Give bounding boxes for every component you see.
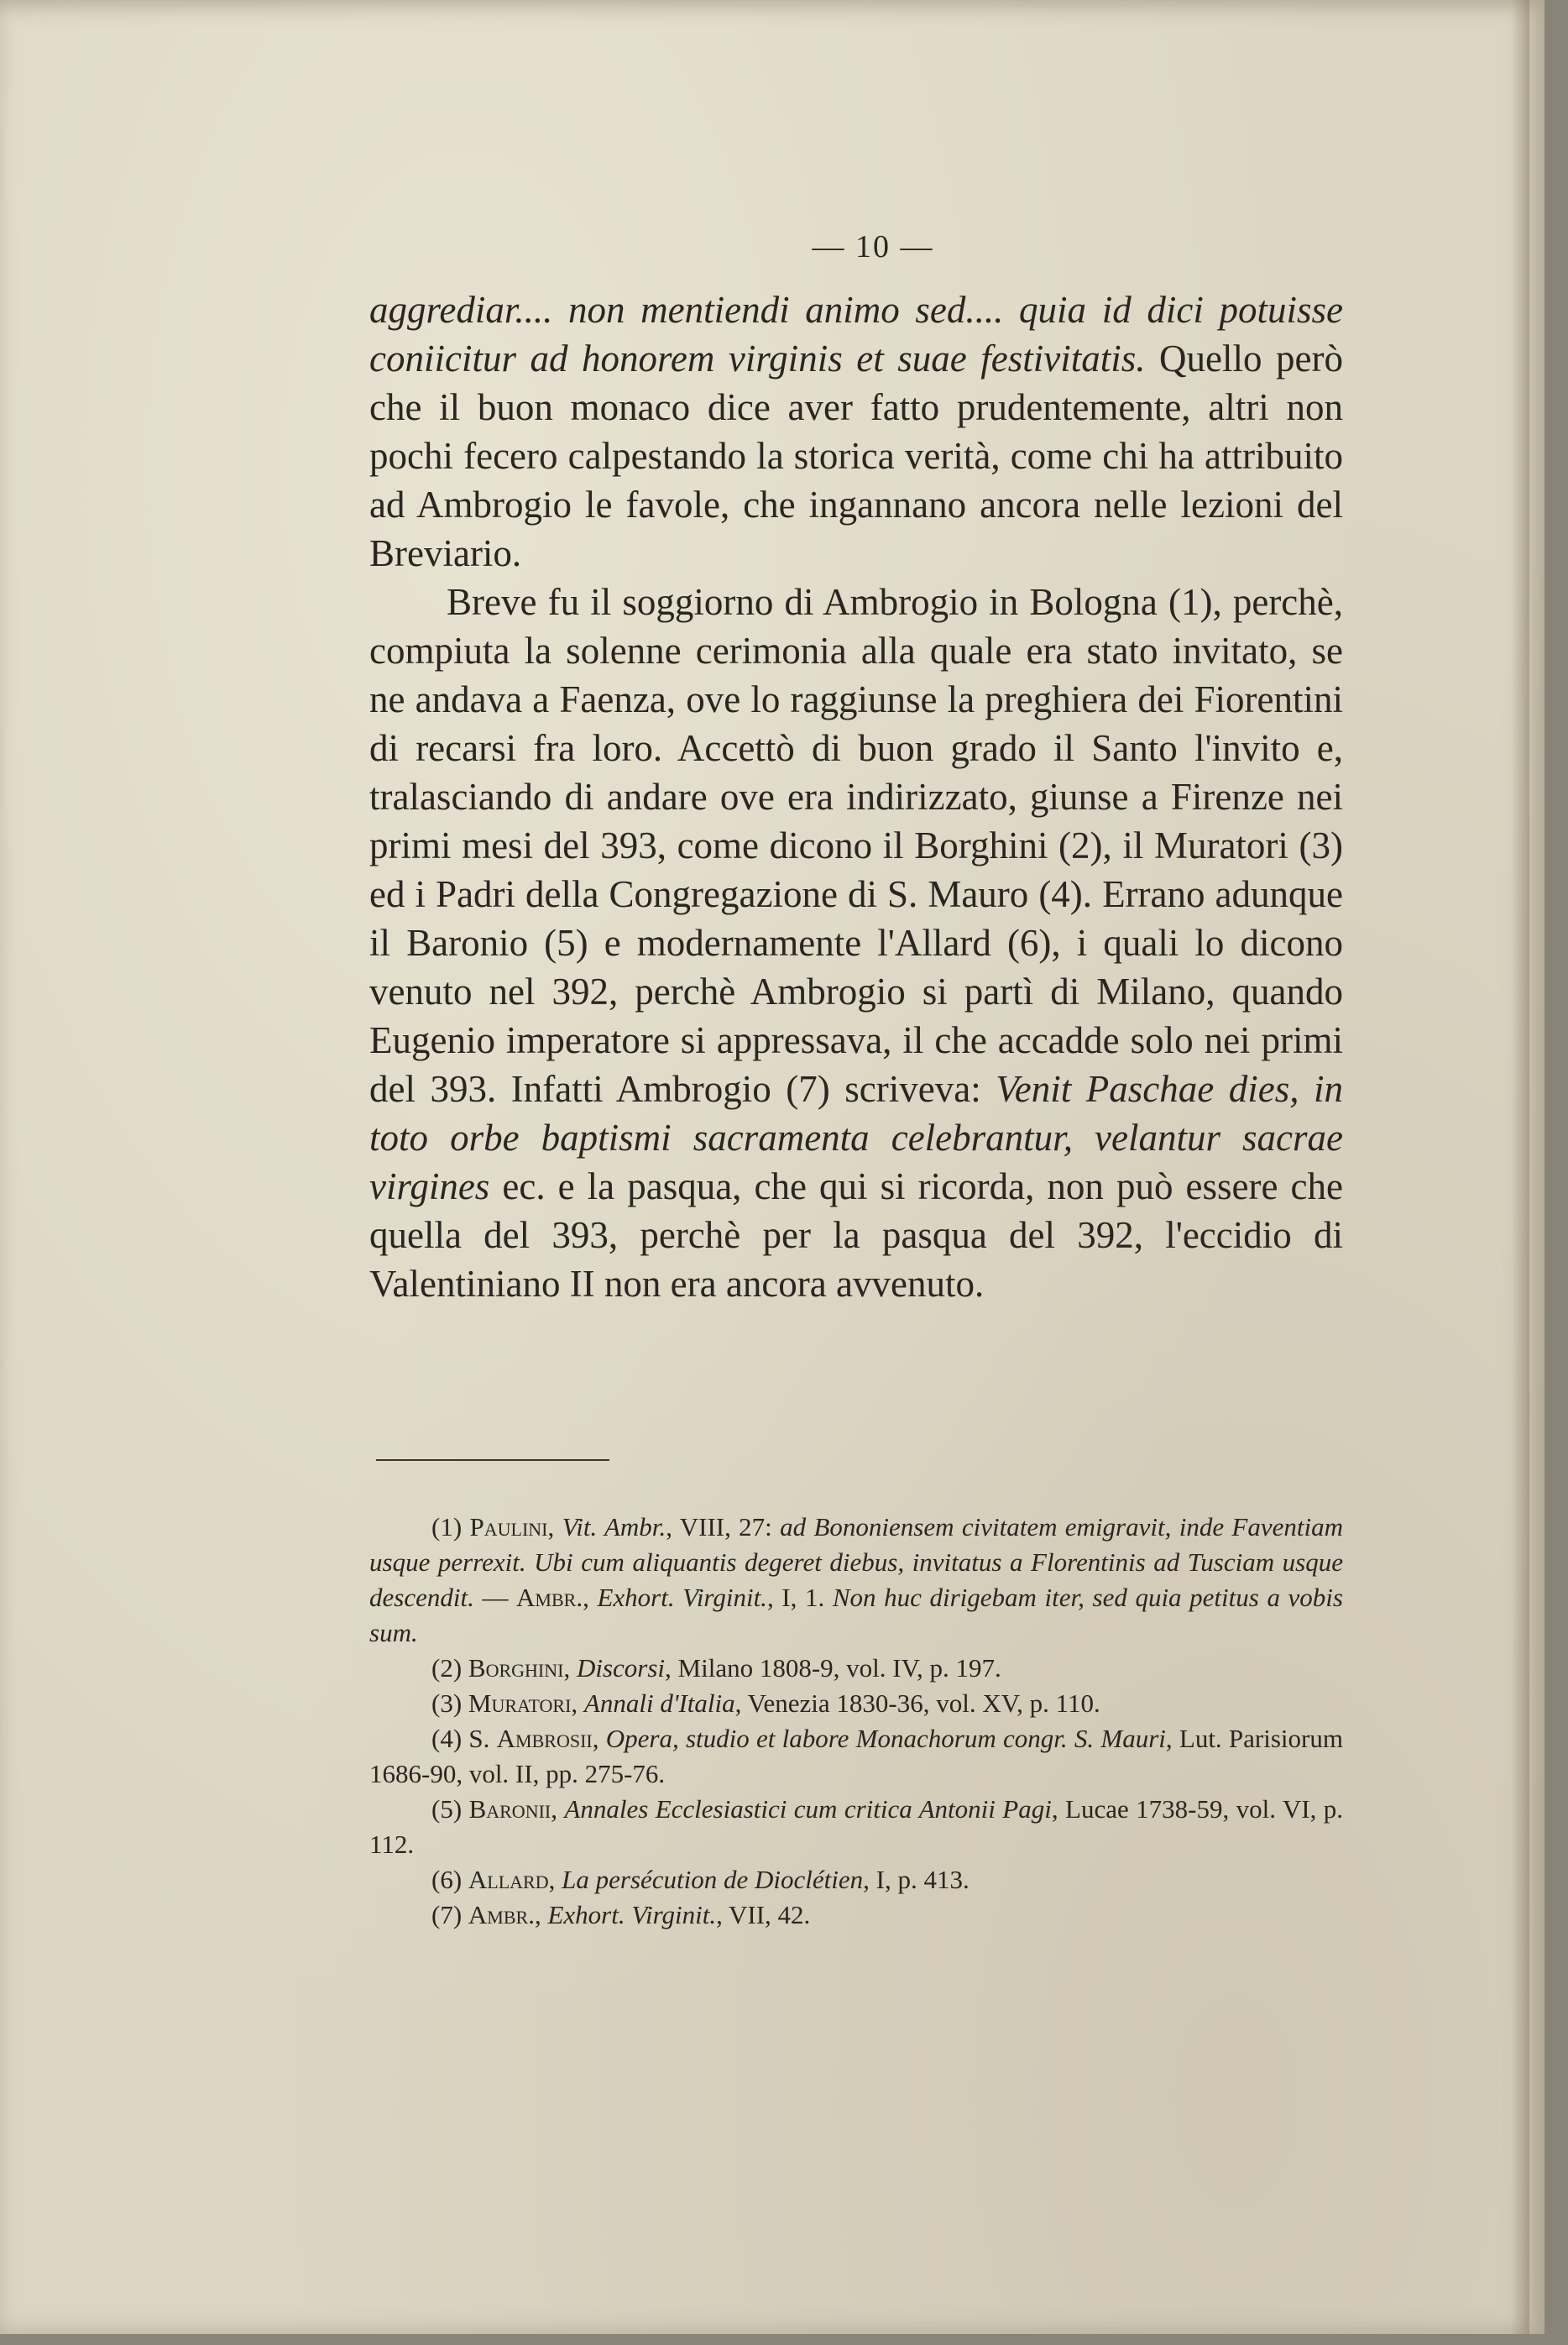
footnote-2 <box>369 1651 1343 1686</box>
footnote-quote: Non huc dirigebam iter, sed quia petitus a vobis sum. <box>369 1583 1343 1647</box>
footnote-1 <box>369 1510 1343 1651</box>
footnote-text: — <box>473 1583 517 1612</box>
footnote-text: , <box>592 1724 606 1753</box>
paragraph-text: ec. e la pasqua, che qui si ricorda, non può essere che quella del 393, perchè per la pasqua del 392, l'eccidio di Valentiniano II non era ancora avvenuto. <box>369 1165 1343 1305</box>
footnote-work: Opera, studio et labore Monachorum congr. S. Mauri <box>605 1724 1166 1753</box>
footnote-text: , Milano 1808-9, vol. IV, p. 197. <box>665 1653 1001 1683</box>
page-number: — 10 — <box>812 229 934 264</box>
footnotes <box>369 1510 1343 1933</box>
paragraph-text: Quello però che il buon monaco dice aver fatto prudentemente, altri non pochi fecero calpestando la storica verità, come chi ha attribuito ad Ambrogio le favole, che ingannano ancora nelle lezioni del Breviario. <box>369 338 1343 574</box>
footnote-text: , Lut. Parisiorum 1686-90, vol. II, pp. 275-76. <box>369 1724 1343 1788</box>
main-text <box>369 285 1343 1308</box>
footnote-4 <box>369 1721 1343 1792</box>
footnote-text: , VIII, 27: <box>666 1512 781 1542</box>
footnote-number: (3) <box>431 1688 468 1718</box>
latin-quote: aggrediar.... non mentiendi animo sed.... quia id dici potuisse coniicitur ad honorem virginis et suae festivitatis. <box>369 289 1343 379</box>
footnote-number: (7) <box>431 1900 468 1929</box>
footnote-author: Muratori <box>468 1688 572 1718</box>
page-edge-shadow <box>1511 0 1529 2334</box>
footnote-author: Paulini <box>469 1512 548 1542</box>
footnote-text: , <box>548 1865 562 1894</box>
footnote-work: Exhort. Virginit. <box>597 1583 767 1612</box>
footnote-text: , I, p. 413. <box>863 1865 970 1894</box>
footnote-number: (6) <box>431 1865 468 1894</box>
paragraph-2 <box>369 578 1343 1308</box>
footnote-author: Ambr. <box>516 1583 583 1612</box>
footnote-text: , I, 1. <box>766 1583 833 1612</box>
footnote-text: , Venezia 1830-36, vol. XV, p. 110. <box>734 1688 1100 1718</box>
footnote-work: Discorsi <box>576 1653 666 1683</box>
footnote-work: Vit. Ambr. <box>562 1512 666 1542</box>
footnote-text: , <box>571 1688 584 1718</box>
footnote-6 <box>369 1862 1343 1897</box>
paragraph-1 <box>369 285 1343 578</box>
footnote-text: , VII, 42. <box>716 1900 811 1929</box>
footnote-work: Annali d'Italia <box>583 1688 735 1718</box>
footnote-work: La persécution de Dioclétien <box>562 1865 864 1894</box>
footnote-text: , <box>563 1653 577 1683</box>
footnote-number: (5) <box>431 1794 469 1824</box>
footnote-work: Annales Ecclesiastici cum critica Antonii Pagi <box>564 1794 1052 1824</box>
footnote-work: Exhort. Virginit. <box>547 1900 717 1929</box>
footnote-number: (4) S. <box>431 1724 497 1753</box>
footnote-text: , <box>534 1900 548 1929</box>
footnote-number: (2) <box>431 1653 468 1683</box>
footnote-5 <box>369 1792 1343 1862</box>
footnote-text: , <box>551 1794 565 1824</box>
footnote-divider <box>376 1459 609 1461</box>
paragraph-text: Breve fu il soggiorno di Ambrogio in Bologna (1), perchè, compiuta la solenne cerimonia alla quale era stato invitato, se ne andava a Faenza, ove lo raggiunse la preghiera dei Fiorentini di recarsi fra loro. Accettò di buon grado il Santo l'invito e, tralasciando di andare ove era indirizzato, giunse a Firenze nei primi mesi del 393, come dicono il Borghini (2), il Muratori (3) ed i Padri della Congregazione di S. Mauro (4). Errano adunque il Baronio (5) e modernamente l'Allard (6), i quali lo dicono venuto nel 392, perchè Ambrogio si partì di Milano, quando Eugenio imperatore si appressava, il che accadde solo nei primi del 393. Infatti Ambrogio (7) scriveva: <box>369 581 1343 1110</box>
footnote-text: , <box>583 1583 598 1612</box>
footnote-quote: ad Bononiensem civitatem emigravit, inde Faventiam usque perrexit. Ubi cum aliquantis degeret diebus, invitatus a Florentinis ad Tusciam usque descendit. <box>369 1512 1343 1612</box>
footnote-7 <box>369 1897 1343 1933</box>
footnote-author: Borghini <box>468 1653 564 1683</box>
footnote-author: Baronii <box>468 1794 551 1824</box>
footnote-number: (1) <box>431 1512 470 1542</box>
footnote-author: Ambrosii <box>496 1724 593 1753</box>
footnote-author: Ambr. <box>468 1900 535 1929</box>
footnote-text: , Lucae 1738-59, vol. VI, p. 112. <box>369 1794 1343 1859</box>
footnote-author: Allard <box>468 1865 549 1894</box>
latin-quote: Venit Paschae dies, in toto orbe baptismi sacramenta celebrantur, velantur sacrae virgines <box>369 1068 1343 1207</box>
footnote-3 <box>369 1686 1343 1721</box>
footnote-text: , <box>547 1512 562 1542</box>
